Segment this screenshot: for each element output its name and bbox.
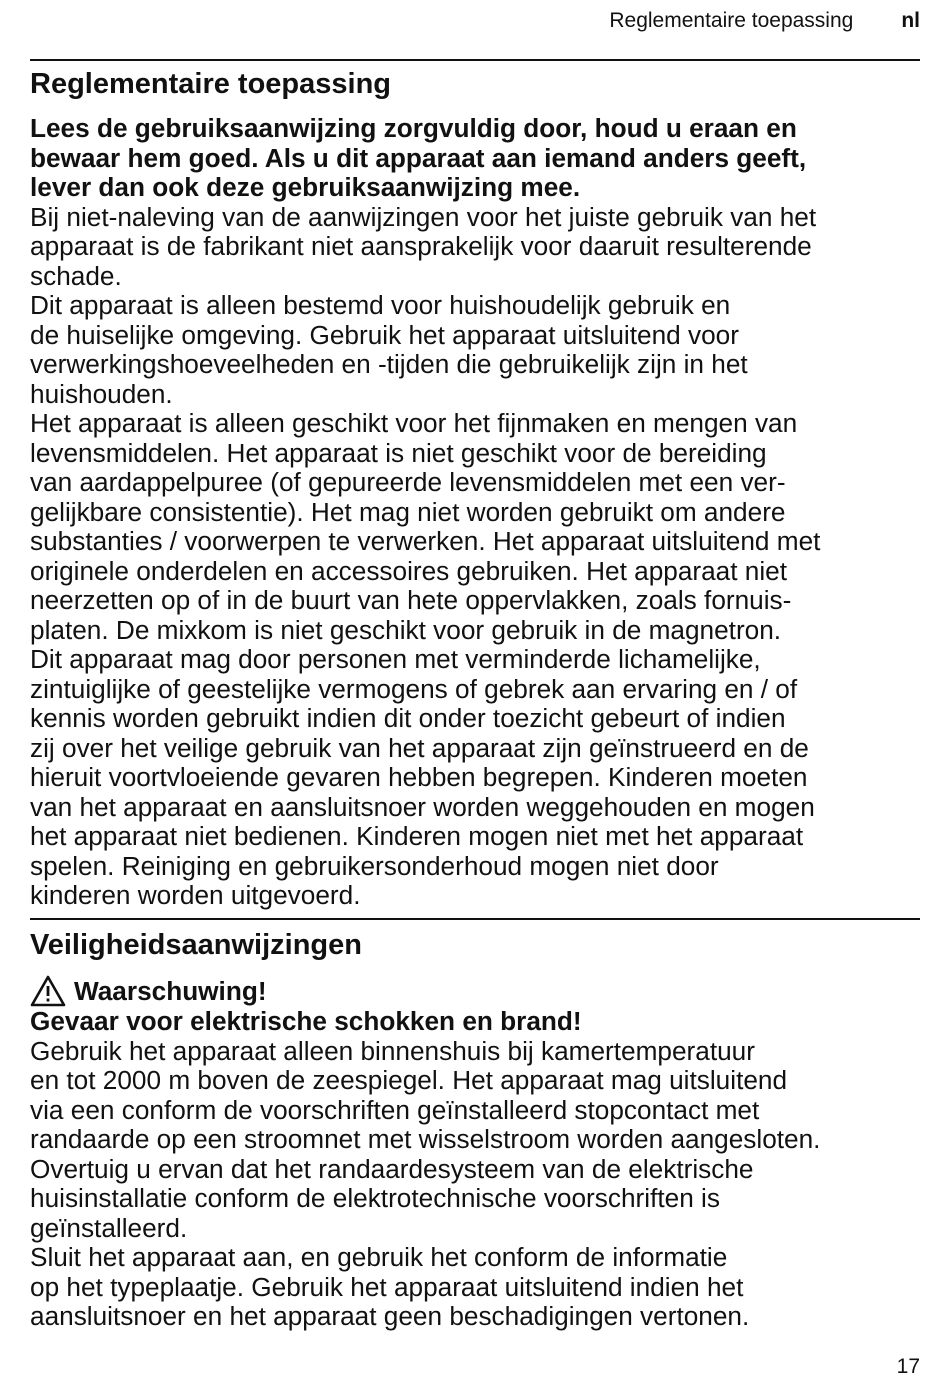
page-number: 17 <box>896 1355 920 1378</box>
section-intended-use <box>30 66 922 911</box>
warning-line <box>30 975 922 1007</box>
running-header <box>609 8 920 34</box>
paragraph: Bij niet-naleving van de aanwijzingen voor het juiste gebruik van het apparaat is de fabrikant niet aansprakelijk voor daaruit resulterende schade. <box>30 201 817 291</box>
warning-triangle-icon <box>30 975 66 1007</box>
section-heading: Veiligheidsaanwijzingen <box>30 929 362 961</box>
warning-label: Waarschuwing! <box>74 976 267 1006</box>
section-safety <box>30 927 922 1332</box>
paragraph: Dit apparaat mag door personen met verminderde lichamelijke, zintuiglijke of geestelijke vermogens of gebrek aan ervaring en / of kennis worden gebruikt indien dit onder toezicht gebeurt of indien zij over het veilige gebruik van het apparaat zijn geïnstrueerd en de hieruit voortvloeiende gevaren hebben begrepen. Kinderen moeten van het apparaat en aansluitsnoer worden weggehouden en mogen het apparaat niet bedienen. Kinderen mogen niet met het apparaat spelen. Reiniging en gebruikersonderhoud mogen niet door kinderen worden uitgevoerd. <box>30 644 815 910</box>
intro-paragraph: Lees de gebruiksaanwijzing zorgvuldig door, houd u eraan en bewaar hem goed. Als u dit apparaat aan iemand anders geeft, lever dan ook deze gebruiksaanwijzing mee. <box>30 113 807 202</box>
paragraph: Dit apparaat is alleen bestemd voor huishoudelijk gebruik en de huiselijke omgeving. Gebruik het apparaat uitsluitend voor verwerkingshoeveelheden en -tijden die gebruikelijk zijn in het huishouden. <box>30 290 748 409</box>
section-divider <box>30 59 920 61</box>
paragraph: Gebruik het apparaat alleen binnenshuis bij kamertemperatuur en tot 2000 m boven de zeespiegel. Het apparaat mag uitsluitend via een conform de voorschriften geïnstalleerd stopcontact met randaarde op een stroomnet met wisselstroom worden aangesloten. Overtuig u ervan dat het randaardesysteem van de elektrische huisinstallatie conform de elektrotechnische voorschriften is geïnstalleerd. <box>30 1035 821 1243</box>
paragraph: Sluit het apparaat aan, en gebruik het conform de informatie op het typeplaatje. Gebruik het apparaat uitsluitend indien het aansluitsnoer en het apparaat geen beschadigingen vertonen. <box>30 1242 750 1331</box>
section-divider <box>30 918 920 920</box>
header-section-title: Reglementaire toepassing <box>609 9 854 32</box>
danger-heading: Gevaar voor elektrische schokken en brand! <box>30 1006 582 1036</box>
section-heading: Reglementaire toepassing <box>30 68 391 100</box>
paragraph: Het apparaat is alleen geschikt voor het fijnmaken en mengen van levensmiddelen. Het apparaat is niet geschikt voor de bereiding van aardappelpuree (of gepureerde levensmiddelen met een ver- gelijkbare consistentie). Het mag niet worden gebruikt om andere substanties / voorwerpen te verwerken. Het apparaat uitsluitend met originele onderdelen en accessoires gebruiken. Het apparaat niet neerzetten op of in de buurt van hete oppervlakken, zoals fornuis- platen. De mixkom is niet geschikt voor gebruik in de magnetron. <box>30 408 821 645</box>
header-language-code: nl <box>901 9 920 32</box>
